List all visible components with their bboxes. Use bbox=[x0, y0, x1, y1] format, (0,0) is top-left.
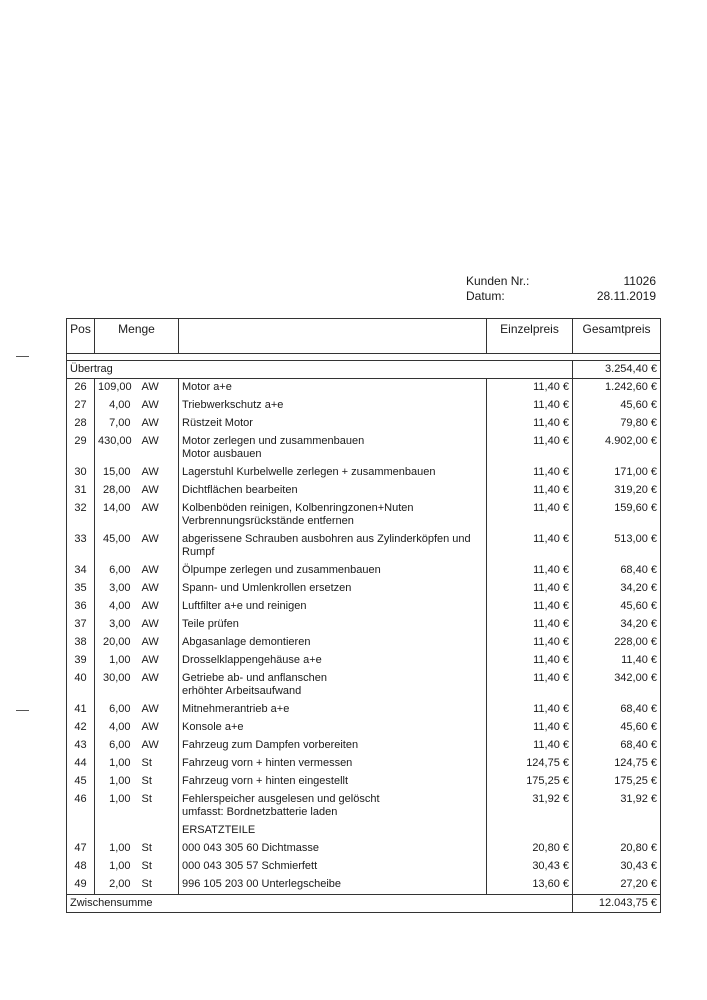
customer-number-row bbox=[466, 274, 656, 289]
line-item-total: 11,40 € bbox=[621, 654, 658, 666]
line-item-row bbox=[67, 531, 661, 562]
line-item-unit-price: 124,75 € bbox=[487, 755, 573, 773]
description-line: abgerissene Schrauben ausbohren aus Zylinderköpfen und bbox=[182, 533, 471, 545]
description-line-2: Rumpf bbox=[182, 546, 215, 558]
line-item-unit-price: 11,40 € bbox=[487, 415, 573, 433]
line-item-row bbox=[67, 562, 661, 580]
line-item-row bbox=[67, 598, 661, 616]
description-line: Mitnehmerantrieb a+e bbox=[182, 703, 290, 715]
line-item-pos: 39 bbox=[67, 652, 95, 670]
line-item-row bbox=[67, 433, 661, 464]
description-line: Rüstzeit Motor bbox=[182, 417, 253, 429]
line-item-unit: AW bbox=[139, 531, 179, 562]
line-item-total: 34,20 € bbox=[620, 582, 658, 594]
carryover-label: Übertrag bbox=[67, 361, 573, 379]
line-item-qty: 1,00 bbox=[109, 775, 131, 787]
line-item-description bbox=[179, 433, 487, 464]
line-item-row bbox=[67, 840, 661, 858]
line-item-unit-price: 11,40 € bbox=[487, 464, 573, 482]
line-item-row bbox=[67, 379, 661, 398]
description-line: Konsole a+e bbox=[182, 721, 244, 733]
line-item-total: 171,00 € bbox=[614, 466, 658, 478]
description-line: Kolbenböden reinigen, Kolbenringzonen+Nuten bbox=[182, 502, 414, 514]
line-item-pos: 35 bbox=[67, 580, 95, 598]
line-item-description bbox=[179, 634, 487, 652]
line-item-unit-price: 11,40 € bbox=[487, 616, 573, 634]
line-item-description bbox=[179, 464, 487, 482]
line-item-description bbox=[179, 652, 487, 670]
line-item-unit-price: 11,40 € bbox=[487, 379, 573, 398]
line-item-total: 175,25 € bbox=[614, 775, 658, 787]
line-item-qty: 3,00 bbox=[109, 582, 131, 594]
line-item-row bbox=[67, 616, 661, 634]
description-line-2: umfasst: Bordnetzbatterie laden bbox=[182, 806, 338, 818]
line-item-total: 124,75 € bbox=[614, 757, 658, 769]
line-item-description bbox=[179, 500, 487, 531]
line-item-description bbox=[179, 482, 487, 500]
line-item-unit: AW bbox=[139, 634, 179, 652]
line-item-pos: 41 bbox=[67, 701, 95, 719]
line-item-total: 45,60 € bbox=[620, 600, 658, 612]
line-item-qty: 14,00 bbox=[102, 502, 131, 514]
line-item-unit: St bbox=[139, 840, 179, 858]
line-item-unit: AW bbox=[139, 562, 179, 580]
line-item-pos: 29 bbox=[67, 433, 95, 464]
line-item-unit-price: 31,92 € bbox=[487, 791, 573, 822]
line-item-row bbox=[67, 482, 661, 500]
line-item-total: 31,92 € bbox=[620, 793, 658, 805]
line-item-unit: St bbox=[139, 773, 179, 791]
line-item-qty: 1,00 bbox=[109, 793, 131, 805]
line-item-row bbox=[67, 670, 661, 701]
col-header-qty: Menge bbox=[95, 319, 179, 354]
line-item-unit-price: 11,40 € bbox=[487, 531, 573, 562]
line-item-total: 27,20 € bbox=[620, 878, 658, 890]
line-item-pos: 36 bbox=[67, 598, 95, 616]
line-item-unit: St bbox=[139, 876, 179, 895]
line-item-pos: 48 bbox=[67, 858, 95, 876]
line-item-unit: AW bbox=[139, 598, 179, 616]
line-item-pos bbox=[67, 822, 95, 840]
line-item-total: 513,00 € bbox=[614, 533, 658, 545]
description-line: Luftfilter a+e und reinigen bbox=[182, 600, 307, 612]
line-item-total: 68,40 € bbox=[620, 739, 658, 751]
line-item-qty: 6,00 bbox=[109, 564, 131, 576]
line-item-unit-price: 20,80 € bbox=[487, 840, 573, 858]
line-item-row bbox=[67, 634, 661, 652]
line-item-qty: 4,00 bbox=[109, 721, 131, 733]
line-item-total: 45,60 € bbox=[620, 721, 658, 733]
date-label: Datum: bbox=[466, 289, 505, 303]
line-item-description bbox=[179, 415, 487, 433]
col-header-description bbox=[179, 319, 487, 354]
line-item-pos: 28 bbox=[67, 415, 95, 433]
line-item-qty: 28,00 bbox=[102, 484, 131, 496]
line-item-unit: AW bbox=[139, 433, 179, 464]
line-item-unit-price: 175,25 € bbox=[487, 773, 573, 791]
line-item-pos: 47 bbox=[67, 840, 95, 858]
line-item-description bbox=[179, 580, 487, 598]
line-item-row bbox=[67, 415, 661, 433]
description-line: 000 043 305 57 Schmierfett bbox=[182, 860, 318, 872]
line-item-description bbox=[179, 562, 487, 580]
description-line: Fahrzeug zum Dampfen vorbereiten bbox=[182, 739, 359, 751]
line-item-qty: 2,00 bbox=[109, 878, 131, 890]
line-item-unit: AW bbox=[139, 719, 179, 737]
line-item-row bbox=[67, 464, 661, 482]
line-item-total: 20,80 € bbox=[620, 842, 658, 854]
description-line: Ölpumpe zerlegen und zusammenbauen bbox=[182, 564, 381, 576]
line-item-row bbox=[67, 755, 661, 773]
line-item-pos: 40 bbox=[67, 670, 95, 701]
line-item-pos: 34 bbox=[67, 562, 95, 580]
line-item-pos: 32 bbox=[67, 500, 95, 531]
line-item-row bbox=[67, 580, 661, 598]
line-item-unit: St bbox=[139, 791, 179, 822]
line-item-pos: 42 bbox=[67, 719, 95, 737]
line-item-total: 159,60 € bbox=[614, 502, 658, 514]
invoice-meta bbox=[466, 274, 656, 304]
line-item-qty: 430,00 bbox=[98, 435, 132, 447]
line-item-unit-price: 30,43 € bbox=[487, 858, 573, 876]
description-line: Teile prüfen bbox=[182, 618, 239, 630]
line-item-description bbox=[179, 616, 487, 634]
customer-number-value: 11026 bbox=[623, 274, 656, 288]
spacer-row bbox=[67, 354, 661, 361]
line-item-total: 342,00 € bbox=[614, 672, 658, 684]
line-item-unit: AW bbox=[139, 482, 179, 500]
line-item-description bbox=[179, 670, 487, 701]
line-item-qty: 1,00 bbox=[109, 842, 131, 854]
line-item-pos: 27 bbox=[67, 397, 95, 415]
line-item-description bbox=[179, 755, 487, 773]
description-line: Triebwerkschutz a+e bbox=[182, 399, 284, 411]
line-item-description bbox=[179, 598, 487, 616]
line-item-description bbox=[179, 379, 487, 398]
line-item-unit: AW bbox=[139, 415, 179, 433]
line-item-description bbox=[179, 701, 487, 719]
line-item-unit: AW bbox=[139, 616, 179, 634]
line-item-description bbox=[179, 773, 487, 791]
line-item-unit: AW bbox=[139, 580, 179, 598]
description-line: 000 043 305 60 Dichtmasse bbox=[182, 842, 319, 854]
line-item-row bbox=[67, 500, 661, 531]
line-item-pos: 37 bbox=[67, 616, 95, 634]
line-item-total: 228,00 € bbox=[614, 636, 658, 648]
line-item-pos: 30 bbox=[67, 464, 95, 482]
line-item-description bbox=[179, 397, 487, 415]
description-line-2: Motor ausbauen bbox=[182, 448, 262, 460]
line-item-qty: 1,00 bbox=[109, 860, 131, 872]
line-item-pos: 44 bbox=[67, 755, 95, 773]
section-header-row bbox=[67, 822, 661, 840]
line-item-total: 68,40 € bbox=[620, 703, 658, 715]
subtotal-row bbox=[67, 895, 661, 913]
col-header-pos: Pos bbox=[67, 319, 95, 354]
line-item-total bbox=[573, 822, 661, 840]
line-item-row bbox=[67, 719, 661, 737]
description-line: Lagerstuhl Kurbelwelle zerlegen + zusammenbauen bbox=[182, 466, 436, 478]
line-item-qty bbox=[95, 822, 139, 840]
subtotal-label: Zwischensumme bbox=[67, 895, 573, 913]
line-item-total: 4.902,00 € bbox=[605, 435, 658, 447]
margin-fold-mark bbox=[16, 356, 29, 357]
description-line: Abgasanlage demontieren bbox=[182, 636, 311, 648]
line-item-qty: 6,00 bbox=[109, 703, 131, 715]
line-item-unit-price: 11,40 € bbox=[487, 737, 573, 755]
line-item-unit: St bbox=[139, 858, 179, 876]
line-item-description bbox=[179, 737, 487, 755]
description-line: Dichtflächen bearbeiten bbox=[182, 484, 298, 496]
line-item-description bbox=[179, 719, 487, 737]
line-item-unit-price: 11,40 € bbox=[487, 719, 573, 737]
line-item-qty: 7,00 bbox=[109, 417, 131, 429]
line-item-qty: 1,00 bbox=[109, 654, 131, 666]
line-item-total: 1.242,60 € bbox=[605, 381, 658, 393]
line-item-unit: AW bbox=[139, 500, 179, 531]
line-item-unit-price: 11,40 € bbox=[487, 580, 573, 598]
line-item-qty: 20,00 bbox=[102, 636, 131, 648]
line-item-qty: 30,00 bbox=[102, 672, 131, 684]
line-item-qty: 45,00 bbox=[102, 533, 131, 545]
line-item-description bbox=[179, 876, 487, 895]
line-item-unit: St bbox=[139, 755, 179, 773]
line-item-unit-price: 11,40 € bbox=[487, 482, 573, 500]
line-item-description bbox=[179, 791, 487, 822]
line-item-unit-price: 11,40 € bbox=[487, 634, 573, 652]
line-item-unit-price: 11,40 € bbox=[487, 433, 573, 464]
line-item-unit-price: 11,40 € bbox=[487, 701, 573, 719]
date-row bbox=[466, 289, 656, 304]
line-item-unit bbox=[139, 822, 179, 840]
table-header-row bbox=[67, 319, 661, 354]
line-item-total: 79,80 € bbox=[620, 417, 658, 429]
description-line: Getriebe ab- und anflanschen bbox=[182, 672, 327, 684]
line-item-row bbox=[67, 858, 661, 876]
line-item-unit-price: 11,40 € bbox=[487, 652, 573, 670]
line-item-unit-price: 11,40 € bbox=[487, 562, 573, 580]
line-item-unit: AW bbox=[139, 737, 179, 755]
margin-fold-mark bbox=[16, 710, 29, 711]
line-item-unit-price bbox=[487, 822, 573, 840]
line-item-pos: 46 bbox=[67, 791, 95, 822]
line-item-row bbox=[67, 397, 661, 415]
line-item-total: 45,60 € bbox=[620, 399, 658, 411]
line-item-unit-price: 13,60 € bbox=[487, 876, 573, 895]
description-line: Motor zerlegen und zusammenbauen bbox=[182, 435, 365, 447]
line-item-unit-price: 11,40 € bbox=[487, 670, 573, 701]
line-item-unit: AW bbox=[139, 397, 179, 415]
line-item-pos: 33 bbox=[67, 531, 95, 562]
carryover-row bbox=[67, 361, 661, 379]
line-item-total: 319,20 € bbox=[614, 484, 658, 496]
line-item-qty: 15,00 bbox=[102, 466, 131, 478]
description-line: Drosselklappengehäuse a+e bbox=[182, 654, 322, 666]
line-item-pos: 45 bbox=[67, 773, 95, 791]
line-item-total: 34,20 € bbox=[620, 618, 658, 630]
line-item-total: 68,40 € bbox=[620, 564, 658, 576]
description-line-2: Verbrennungsrückstände entfernen bbox=[182, 515, 354, 527]
line-item-row bbox=[67, 791, 661, 822]
description-line: Fahrzeug vorn + hinten eingestellt bbox=[182, 775, 349, 787]
line-item-row bbox=[67, 876, 661, 895]
line-item-row bbox=[67, 737, 661, 755]
line-item-unit: AW bbox=[139, 670, 179, 701]
description-line: 996 105 203 00 Unterlegscheibe bbox=[182, 878, 342, 890]
line-item-unit-price: 11,40 € bbox=[487, 598, 573, 616]
line-item-row bbox=[67, 773, 661, 791]
line-item-unit: AW bbox=[139, 701, 179, 719]
line-item-description bbox=[179, 840, 487, 858]
line-item-unit-price: 11,40 € bbox=[487, 397, 573, 415]
line-item-row bbox=[67, 701, 661, 719]
line-item-qty: 4,00 bbox=[109, 399, 131, 411]
line-item-qty: 109,00 bbox=[98, 381, 132, 393]
line-item-description bbox=[179, 858, 487, 876]
customer-number-label: Kunden Nr.: bbox=[466, 274, 530, 288]
line-item-pos: 43 bbox=[67, 737, 95, 755]
line-item-unit-price: 11,40 € bbox=[487, 500, 573, 531]
description-line-2: erhöhter Arbeitsaufwand bbox=[182, 685, 302, 697]
line-item-pos: 31 bbox=[67, 482, 95, 500]
line-item-qty: 6,00 bbox=[109, 739, 131, 751]
line-item-description bbox=[179, 531, 487, 562]
description-line: ERSATZTEILE bbox=[182, 824, 256, 836]
line-item-pos: 49 bbox=[67, 876, 95, 895]
col-header-unit-price: Einzelpreis bbox=[487, 319, 573, 354]
invoice-table bbox=[66, 318, 661, 913]
line-item-unit: AW bbox=[139, 379, 179, 398]
description-line: Fahrzeug vorn + hinten vermessen bbox=[182, 757, 353, 769]
line-item-unit: AW bbox=[139, 464, 179, 482]
line-item-qty: 4,00 bbox=[109, 600, 131, 612]
line-item-description bbox=[179, 822, 487, 840]
carryover-value: 3.254,40 € bbox=[605, 363, 658, 375]
description-line: Spann- und Umlenkrollen ersetzen bbox=[182, 582, 352, 594]
line-item-qty: 3,00 bbox=[109, 618, 131, 630]
line-item-pos: 26 bbox=[67, 379, 95, 398]
subtotal-value: 12.043,75 € bbox=[598, 897, 658, 909]
line-item-pos: 38 bbox=[67, 634, 95, 652]
line-item-qty: 1,00 bbox=[109, 757, 131, 769]
line-item-row bbox=[67, 652, 661, 670]
line-item-total: 30,43 € bbox=[620, 860, 658, 872]
col-header-total-price: Gesamtpreis bbox=[573, 319, 661, 354]
description-line: Motor a+e bbox=[182, 381, 232, 393]
line-item-unit: AW bbox=[139, 652, 179, 670]
date-value: 28.11.2019 bbox=[596, 289, 656, 303]
description-line: Fehlerspeicher ausgelesen und gelöscht bbox=[182, 793, 380, 805]
